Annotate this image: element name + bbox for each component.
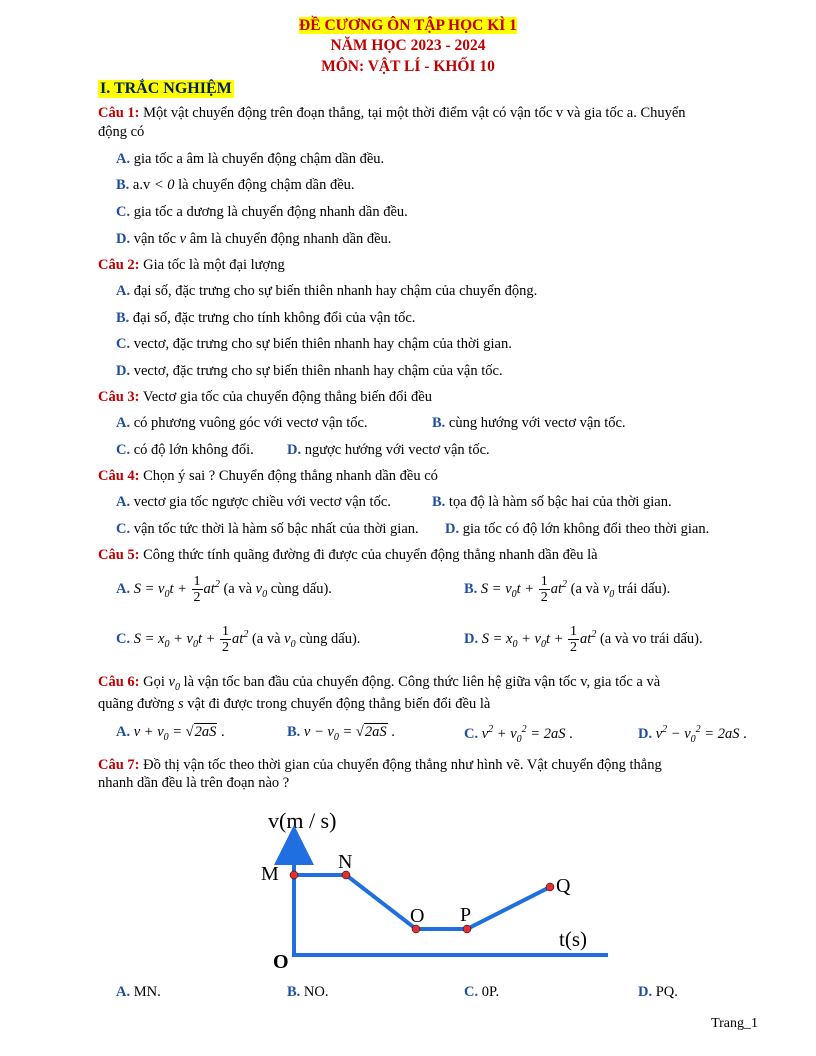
question-5 [98, 547, 598, 564]
question-6: Câu 6: Gọi $v_0$ là vận tốc ban đầu của chuyển động. Công thức liên hệ giữa vận tốc v, gia tốc a và [98, 674, 661, 693]
q5-option-c[interactable]: C. $S = x_0 + v_0t$ + $\frac{1}{2}$ $at^2$ (a và $v_0$ cùng dấu). [116, 624, 361, 655]
question-7-text: Đồ thị vận tốc theo thời gian của chuyển động thẳng như hình vẽ. Vật chuyển động thẳng [139, 757, 662, 773]
question-3-label: Câu 3: [98, 389, 140, 405]
question-2-text: Gia tốc là một đại lượng [139, 257, 285, 273]
q1-option-d[interactable]: D. vận tốc v âm là chuyển động nhanh dần đều. [116, 231, 392, 247]
question-4 [98, 468, 438, 485]
question-7-label: Câu 7: [98, 757, 140, 773]
q3-option-a[interactable]: A. có phương vuông góc với vectơ vận tốc. [116, 415, 368, 431]
question-3 [98, 389, 432, 406]
q5-option-d[interactable]: D. $S = x_0 + v_0t$ + $\frac{1}{2}$ $at^2$ (a và vo trái dấu). [464, 624, 703, 655]
question-1-text: Một vật chuyển động trên đoạn thẳng, tại một thời điểm vật có vận tốc v và gia tốc a. Chuyển [139, 105, 686, 121]
origin-label: O [273, 951, 289, 973]
q1-option-c[interactable]: C. gia tốc a dương là chuyển động nhanh dần đều. [116, 204, 408, 220]
label-q: Q [556, 875, 571, 897]
q7-option-d[interactable]: D. PQ. [638, 984, 678, 1000]
q5-option-b[interactable]: B. $S = v_0t$ + $\frac{1}{2}$ $at^2$ (a và $v_0$ trái dấu). [464, 574, 671, 605]
y-axis-label: v(m / s) [268, 808, 337, 833]
section-title: I. TRẮC NGHIỆM [100, 80, 232, 97]
q7-option-c[interactable]: C. 0P. [464, 984, 500, 1000]
q6-option-b[interactable]: B. $v - v_0 = √2aS$ . [287, 724, 395, 743]
subject: MÔN: VẬT LÍ - KHỐI 10 [321, 58, 495, 75]
point-q [546, 883, 554, 891]
q6-option-c[interactable]: C. $v^2 + v_0^2 = 2aS$ . [464, 724, 573, 745]
q4-option-c[interactable]: C. vận tốc tức thời là hàm số bậc nhất của thời gian. [116, 521, 419, 537]
question-6-text-cont: quãng đường s vật đi được trong chuyển động thẳng biến đổi đều là [98, 696, 491, 712]
question-3-text: Vectơ gia tốc của chuyển động thẳng biến đổi đều [139, 389, 432, 405]
question-1-text-cont: động có [98, 124, 145, 140]
q1-option-b[interactable]: B. a.v < 0 là chuyển động chậm dần đều. [116, 177, 355, 193]
label-m: M [261, 863, 279, 885]
question-7-text-cont: nhanh dần đều là trên đoạn nào ? [98, 775, 290, 791]
q2-option-b[interactable]: B. đại số, đặc trưng cho tính không đổi của vận tốc. [116, 310, 416, 326]
q2-option-c[interactable]: C. vectơ, đặc trưng cho sự biến thiên nhanh hay chậm của thời gian. [116, 336, 512, 352]
q4-option-a[interactable]: A. vectơ gia tốc ngược chiều với vectơ vận tốc. [116, 494, 391, 510]
q7-option-b[interactable]: B. NO. [287, 984, 329, 1000]
question-6-label: Câu 6: [98, 674, 140, 690]
q3-option-d[interactable]: D. ngược hướng với vectơ vận tốc. [287, 442, 490, 458]
label-n: N [338, 851, 353, 873]
page-footer: Trang_1 [711, 1016, 758, 1031]
question-5-text: Công thức tính quãng đường đi được của chuyển động thẳng nhanh dần đều là [139, 547, 598, 563]
point-p [463, 925, 471, 933]
question-1-label: Câu 1: [98, 105, 140, 121]
q2-option-a[interactable]: A. đại số, đặc trưng cho sự biến thiên nhanh hay chậm của chuyển động. [116, 283, 538, 299]
question-7 [98, 757, 662, 774]
question-4-label: Câu 4: [98, 468, 140, 484]
question-4-text: Chọn ý sai ? Chuyển động thẳng nhanh dần đều có [139, 468, 438, 484]
velocity-time-graph [250, 800, 630, 980]
doc-title: ĐỀ CƯƠNG ÔN TẬP HỌC KÌ 1 [299, 17, 517, 34]
q7-option-a[interactable]: A. MN. [116, 984, 161, 1000]
x-axis-label: t(s) [559, 927, 587, 951]
q4-option-b[interactable]: B. tọa độ là hàm số bậc hai của thời gian. [432, 494, 672, 510]
question-1 [98, 105, 686, 122]
label-p: P [460, 904, 472, 926]
question-2 [98, 257, 285, 274]
school-year: NĂM HỌC 2023 - 2024 [330, 37, 486, 54]
q6-option-d[interactable]: D. $v^2 - v_0^2 = 2aS$ . [638, 724, 747, 745]
q2-option-d[interactable]: D. vectơ, đặc trưng cho sự biến thiên nhanh hay chậm của vận tốc. [116, 363, 503, 379]
q6-option-a[interactable]: A. $v + v_0 = √2aS$ . [116, 724, 225, 743]
question-5-label: Câu 5: [98, 547, 140, 563]
q3-option-c[interactable]: C. có độ lớn không đổi. [116, 442, 254, 458]
point-m [290, 871, 298, 879]
q4-option-d[interactable]: D. gia tốc có độ lớn không đổi theo thời gian. [445, 521, 710, 537]
q5-option-a[interactable]: A. $S = v_0t$ + $\frac{1}{2}$ $at^2$ (a và $v_0$ cùng dấu). [116, 574, 332, 605]
question-2-label: Câu 2: [98, 257, 140, 273]
q3-option-b[interactable]: B. cùng hướng với vectơ vận tốc. [432, 415, 626, 431]
q1-option-a[interactable]: A. gia tốc a âm là chuyển động chậm dần đều. [116, 151, 385, 167]
label-o: O [410, 905, 425, 927]
